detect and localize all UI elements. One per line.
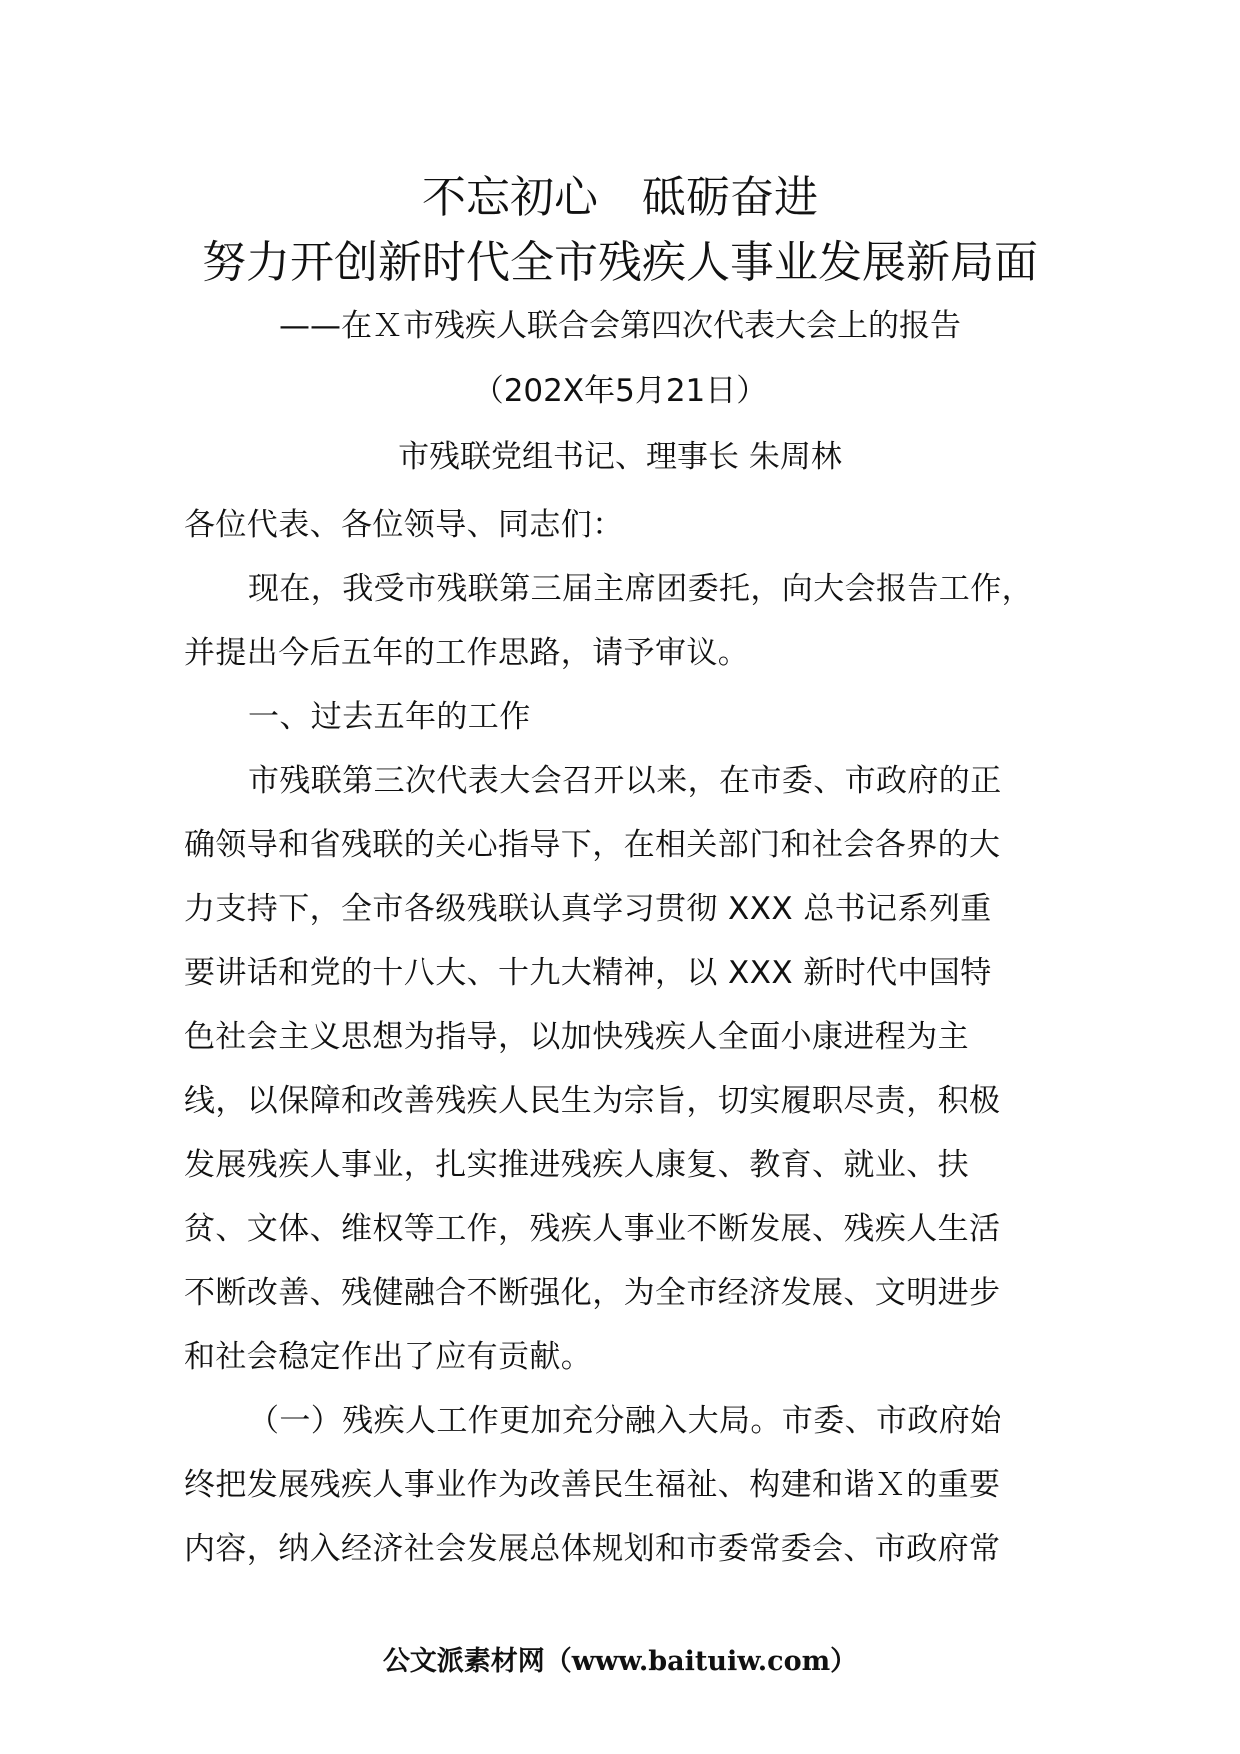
body-line: 市残联第三次代表大会召开以来，在市委、市政府的正: [248, 763, 1002, 799]
body-line: 不断改善、残健融合不断强化，为全市经济发展、文明进步: [184, 1275, 1001, 1311]
body-line: 并提出今后五年的工作思路，请予审议。: [184, 635, 750, 671]
footer-watermark: 公文派素材网（www.baituiw.com）: [382, 1646, 858, 1677]
body-line: 线，以保障和改善残疾人民生为宗旨，切实履职尽责，积极: [184, 1083, 1001, 1119]
body-line: 和社会稳定作出了应有贡献。: [184, 1339, 593, 1375]
title-line-1: 不忘初心 砥砺奋进: [422, 172, 818, 223]
subsection-line: （一）残疾人工作更加充分融入大局。市委、市政府始: [248, 1403, 1002, 1439]
subtitle: ——在Ｘ市残疾人联合会第四次代表大会上的报告: [279, 308, 961, 344]
body-line: 贫、文体、维权等工作，残疾人事业不断发展、残疾人生活: [184, 1211, 1001, 1247]
report-author: 市残联党组书记、理事长 朱周林: [398, 439, 842, 475]
report-date: （202X年5月21日）: [472, 373, 768, 409]
body-line: 发展残疾人事业，扎实推进残疾人康复、教育、就业、扶: [184, 1147, 969, 1183]
salutation: 各位代表、各位领导、同志们：: [184, 507, 624, 543]
title-line-2: 努力开创新时代全市残疾人事业发展新局面: [202, 237, 1038, 288]
body-line: 终把发展残疾人事业作为改善民生福祉、构建和谐Ｘ的重要: [184, 1467, 1001, 1503]
body-line: 内容，纳入经济社会发展总体规划和市委常委会、市政府常: [184, 1531, 1001, 1567]
body-line: 确领导和省残联的关心指导下，在相关部门和社会各界的大: [184, 827, 1001, 863]
body-line: 色社会主义思想为指导，以加快残疾人全面小康进程为主: [184, 1019, 969, 1055]
body-line: 力支持下，全市各级残联认真学习贯彻 XXX 总书记系列重: [184, 891, 992, 927]
section-heading: 一、过去五年的工作: [248, 699, 531, 735]
body-line: 要讲话和党的十八大、十九大精神，以 XXX 新时代中国特: [184, 955, 992, 991]
body-line: 现在，我受市残联第三届主席团委托，向大会报告工作，: [248, 571, 1033, 607]
